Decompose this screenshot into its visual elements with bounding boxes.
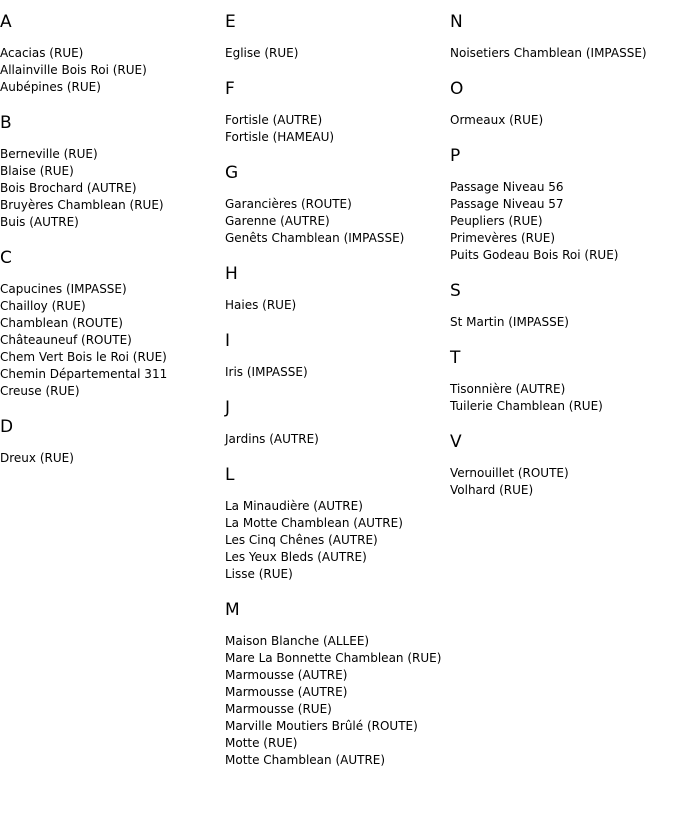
street-item[interactable]: Fortisle (HAMEAU)	[225, 130, 335, 144]
street-item[interactable]: Les Cinq Chênes (AUTRE)	[225, 533, 378, 547]
letter-heading: E	[225, 12, 236, 32]
street-item[interactable]: Chailloy (RUE)	[0, 299, 86, 313]
letter-group	[450, 12, 670, 62]
letter-heading: V	[450, 432, 462, 452]
street-list	[0, 146, 220, 231]
street-item[interactable]: Mare La Bonnette Chamblean (RUE)	[225, 651, 442, 665]
street-item[interactable]: Allainville Bois Roi (RUE)	[0, 63, 147, 77]
letter-heading: O	[450, 79, 464, 99]
street-item[interactable]: Garenne (AUTRE)	[225, 214, 330, 228]
letter-heading: A	[0, 12, 12, 32]
letter-group	[450, 146, 670, 264]
street-list	[225, 498, 445, 583]
street-item[interactable]: Noisetiers Chamblean (IMPASSE)	[450, 46, 647, 60]
street-item[interactable]: Bois Brochard (AUTRE)	[0, 181, 137, 195]
street-index-column-2	[225, 12, 445, 786]
letter-heading: D	[0, 417, 14, 437]
letter-heading: M	[225, 600, 240, 620]
street-item[interactable]: Chamblean (ROUTE)	[0, 316, 123, 330]
street-item[interactable]: Volhard (RUE)	[450, 483, 534, 497]
street-item[interactable]: Capucines (IMPASSE)	[0, 282, 127, 296]
street-item[interactable]: Blaise (RUE)	[0, 164, 74, 178]
street-item[interactable]: Genêts Chamblean (IMPASSE)	[225, 231, 405, 245]
street-list	[225, 112, 445, 146]
street-item[interactable]: Haies (RUE)	[225, 298, 297, 312]
street-list	[0, 281, 220, 400]
street-item[interactable]: Maison Blanche (ALLEE)	[225, 634, 370, 648]
street-item[interactable]: La Motte Chamblean (AUTRE)	[225, 516, 403, 530]
street-list	[225, 364, 445, 381]
letter-heading: I	[225, 331, 231, 351]
street-item[interactable]: Iris (IMPASSE)	[225, 365, 308, 379]
letter-group	[225, 331, 445, 381]
letter-group	[0, 113, 220, 231]
letter-heading: F	[225, 79, 235, 99]
street-list	[450, 45, 670, 62]
letter-group	[0, 248, 220, 400]
street-item[interactable]: Tuilerie Chamblean (RUE)	[450, 399, 603, 413]
letter-heading: N	[450, 12, 463, 32]
street-item[interactable]: Buis (AUTRE)	[0, 215, 79, 229]
letter-group	[450, 79, 670, 129]
street-list	[450, 179, 670, 264]
street-item[interactable]: Marville Moutiers Brûlé (ROUTE)	[225, 719, 418, 733]
letter-heading: B	[0, 113, 12, 133]
street-item[interactable]: Fortisle (AUTRE)	[225, 113, 323, 127]
street-item[interactable]: Berneville (RUE)	[0, 147, 98, 161]
street-item[interactable]: Lisse (RUE)	[225, 567, 293, 581]
letter-group	[225, 398, 445, 448]
letter-heading: S	[450, 281, 461, 301]
letter-heading: T	[450, 348, 461, 368]
street-item[interactable]: Eglise (RUE)	[225, 46, 299, 60]
street-item[interactable]: Marmousse (RUE)	[225, 702, 332, 716]
street-list	[225, 297, 445, 314]
street-item[interactable]: Tisonnière (AUTRE)	[450, 382, 566, 396]
street-item[interactable]: Passage Niveau 56	[450, 180, 564, 194]
letter-group	[450, 432, 670, 499]
letter-group	[225, 163, 445, 247]
street-item[interactable]: Garancières (ROUTE)	[225, 197, 352, 211]
letter-group	[450, 348, 670, 415]
street-item[interactable]: Primevères (RUE)	[450, 231, 556, 245]
street-item[interactable]: Chemin Départemental 311	[0, 367, 168, 381]
street-list	[450, 465, 670, 499]
street-item[interactable]: Vernouillet (ROUTE)	[450, 466, 569, 480]
street-item[interactable]: Dreux (RUE)	[0, 451, 74, 465]
street-item[interactable]: Puits Godeau Bois Roi (RUE)	[450, 248, 619, 262]
street-item[interactable]: Passage Niveau 57	[450, 197, 564, 211]
letter-heading: P	[450, 146, 461, 166]
street-item[interactable]: La Minaudière (AUTRE)	[225, 499, 363, 513]
letter-group	[225, 12, 445, 62]
street-list	[225, 431, 445, 448]
street-item[interactable]: Aubépines (RUE)	[0, 80, 101, 94]
street-list	[450, 112, 670, 129]
letter-heading: H	[225, 264, 238, 284]
street-item[interactable]: Motte (RUE)	[225, 736, 298, 750]
letter-group	[225, 79, 445, 146]
letter-group	[225, 465, 445, 583]
letter-group	[225, 600, 445, 769]
street-item[interactable]: Creuse (RUE)	[0, 384, 80, 398]
street-item[interactable]: Les Yeux Bleds (AUTRE)	[225, 550, 367, 564]
street-index-column-1	[0, 12, 220, 484]
street-item[interactable]: Chem Vert Bois le Roi (RUE)	[0, 350, 167, 364]
street-item[interactable]: Marmousse (AUTRE)	[225, 668, 348, 682]
street-item[interactable]: Châteauneuf (ROUTE)	[0, 333, 132, 347]
letter-heading: G	[225, 163, 239, 183]
street-list	[225, 45, 445, 62]
street-item[interactable]: Acacias (RUE)	[0, 46, 84, 60]
letter-group	[0, 12, 220, 96]
street-list	[225, 196, 445, 247]
letter-heading: L	[225, 465, 235, 485]
street-item[interactable]: Jardins (AUTRE)	[225, 432, 319, 446]
street-list	[450, 381, 670, 415]
street-list	[0, 45, 220, 96]
letter-group	[225, 264, 445, 314]
street-item[interactable]: Motte Chamblean (AUTRE)	[225, 753, 386, 767]
letter-group	[0, 417, 220, 467]
street-item[interactable]: St Martin (IMPASSE)	[450, 315, 569, 329]
street-item[interactable]: Peupliers (RUE)	[450, 214, 543, 228]
street-list	[225, 633, 445, 769]
letter-heading: C	[0, 248, 12, 268]
street-item[interactable]: Marmousse (AUTRE)	[225, 685, 348, 699]
street-item[interactable]: Bruyères Chamblean (RUE)	[0, 198, 164, 212]
street-index-column-3	[450, 12, 670, 516]
street-list	[450, 314, 670, 331]
letter-group	[450, 281, 670, 331]
street-item[interactable]: Ormeaux (RUE)	[450, 113, 544, 127]
street-list	[0, 450, 220, 467]
letter-heading: J	[225, 398, 231, 418]
